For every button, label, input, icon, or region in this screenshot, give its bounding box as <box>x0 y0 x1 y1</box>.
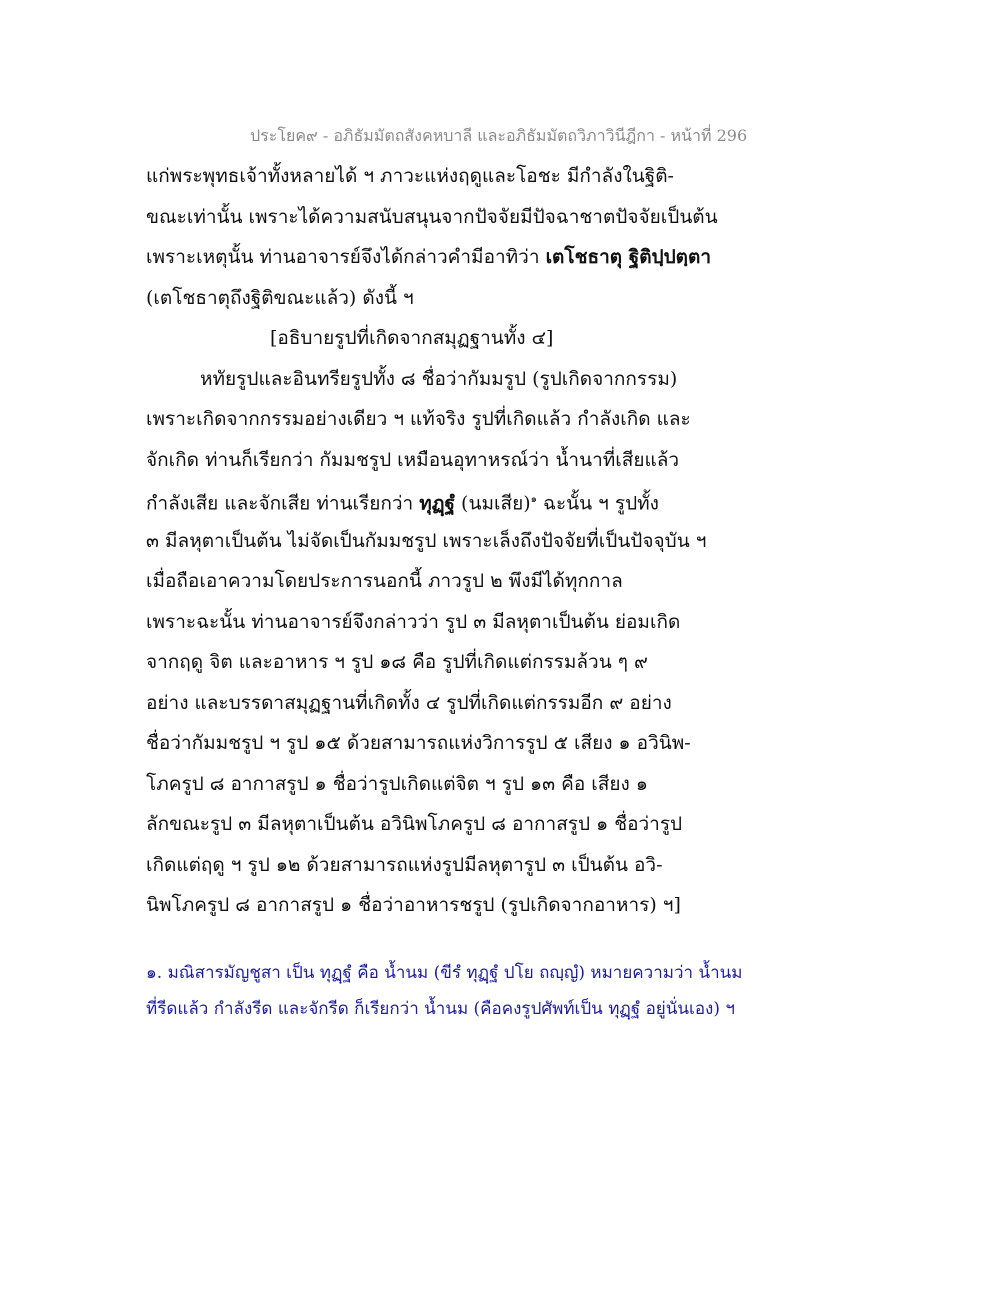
text-line <box>146 237 786 278</box>
text-line: นิพโภครูป ๘ อากาสรูป ๑ ชื่อว่าอาหารชรูป (รูปเกิดจากอาหาร) ฯ] <box>146 894 681 916</box>
text-line: เมื่อถือเอาความโดยประการนอกนี้ ภาวรูป ๒ พึงมีได้ทุกกาล <box>146 570 623 592</box>
text-line: ขณะเท่านั้น เพราะได้ความสนับสนุนจากปัจจัยมีปัจฉาชาตปัจจัยเป็นต้น <box>146 205 718 228</box>
text-line: (เตโชธาตุถึงฐิติขณะแล้ว) ดังนี้ ฯ <box>146 286 414 309</box>
footnote-line: ๑. มณิสารมัญชูสา เป็น ทุฏฺฐํ คือ น้ำนม (ขีรํ ทุฏฺฐํ ปโย ถญฺญํ) หมายความว่า น้ำนม <box>146 963 743 983</box>
text-line: ชื่อว่ากัมมชรูป ฯ รูป ๑๕ ด้วยสามารถแห่งวิการรูป ๕ เสียง ๑ อวินิพ- <box>146 732 691 754</box>
text-line <box>146 480 786 521</box>
text-line: โภครูป ๘ อากาสรูป ๑ ชื่อว่ารูปเกิดแต่จิต ฯ รูป ๑๓ คือ เสียง ๑ <box>146 772 648 795</box>
main-text <box>146 156 786 926</box>
text-line: เกิดแต่ฤดู ฯ รูป ๑๒ ด้วยสามารถแห่งรูปมีลหุตารูป ๓ เป็นต้น อวิ- <box>146 853 663 876</box>
text-span: ฉะนั้น ฯ รูปทั้ง <box>536 492 659 515</box>
text-span: (นมเสีย) <box>455 492 531 515</box>
text-line: ลักขณะรูป ๓ มีลหุตาเป็นต้น อวินิพโภครูป ๘ อากาสรูป ๑ ชื่อว่ารูป <box>146 813 683 835</box>
text-line: แก่พระพุทธเจ้าทั้งหลายได้ ฯ ภาวะแห่งฤดูและโอชะ มีกำลังในฐิติ- <box>146 165 674 187</box>
text-span: กำลังเสีย และจักเสีย ท่านเรียกว่า <box>146 492 420 515</box>
footnote <box>146 955 846 1027</box>
text-line: อย่าง และบรรดาสมุฏฐานที่เกิดทั้ง ๔ รูปที่เกิดแต่กรรมอีก ๙ อย่าง <box>146 691 672 714</box>
footnote-line: ที่รีดแล้ว กำลังรีด และจักรีด ก็เรียกว่า น้ำนม (คือคงรูปศัพท์เป็น ทุฏฺฐํ อยู่นั่นเอง) ฯ <box>146 999 735 1019</box>
footnote-marker[interactable]: ๑ <box>530 494 537 505</box>
text-line: เพราะฉะนั้น ท่านอาจารย์จึงกล่าวว่า รูป ๓ มีลหุตาเป็นต้น ย่อมเกิด <box>146 610 681 633</box>
running-header: ประโยค๙ - อภิธัมมัตถสังคหบาลี และอภิธัมมัตถวิภาวินีฎีกา - หน้าที่ 296 <box>250 126 748 145</box>
pali-term: เตโชธาตุ ฐิติปฺปตฺตา <box>545 246 712 268</box>
paragraph-first-line: หทัยรูปและอินทรียรูปทั้ง ๘ ชื่อว่ากัมมรูป (รูปเกิดจากกรรม) <box>200 367 678 390</box>
text-line: เพราะเกิดจากกรรมอย่างเดียว ฯ แท้จริง รูปที่เกิดแล้ว กำลังเกิด และ <box>146 408 691 430</box>
text-span: เพราะเหตุนั้น ท่านอาจารย์จึงได้กล่าวคำมีอาทิว่า <box>146 246 546 268</box>
text-line: ๓ มีลหุตาเป็นต้น ไม่จัดเป็นกัมมชรูป เพราะเล็งถึงปัจจัยที่เป็นปัจจุบัน ฯ <box>146 529 707 552</box>
section-heading: [อธิบายรูปที่เกิดจากสมุฏฐานทั้ง ๔] <box>270 327 554 349</box>
text-line: จักเกิด ท่านก็เรียกว่า กัมมชรูป เหมือนอุทาหรณ์ว่า น้ำนาที่เสียแล้ว <box>146 448 680 471</box>
text-line: จากฤดู จิต และอาหาร ฯ รูป ๑๘ คือ รูปที่เกิดแต่กรรมล้วน ๆ ๙ <box>146 651 648 673</box>
pali-term: ทุฏฺฐํ <box>419 492 456 515</box>
